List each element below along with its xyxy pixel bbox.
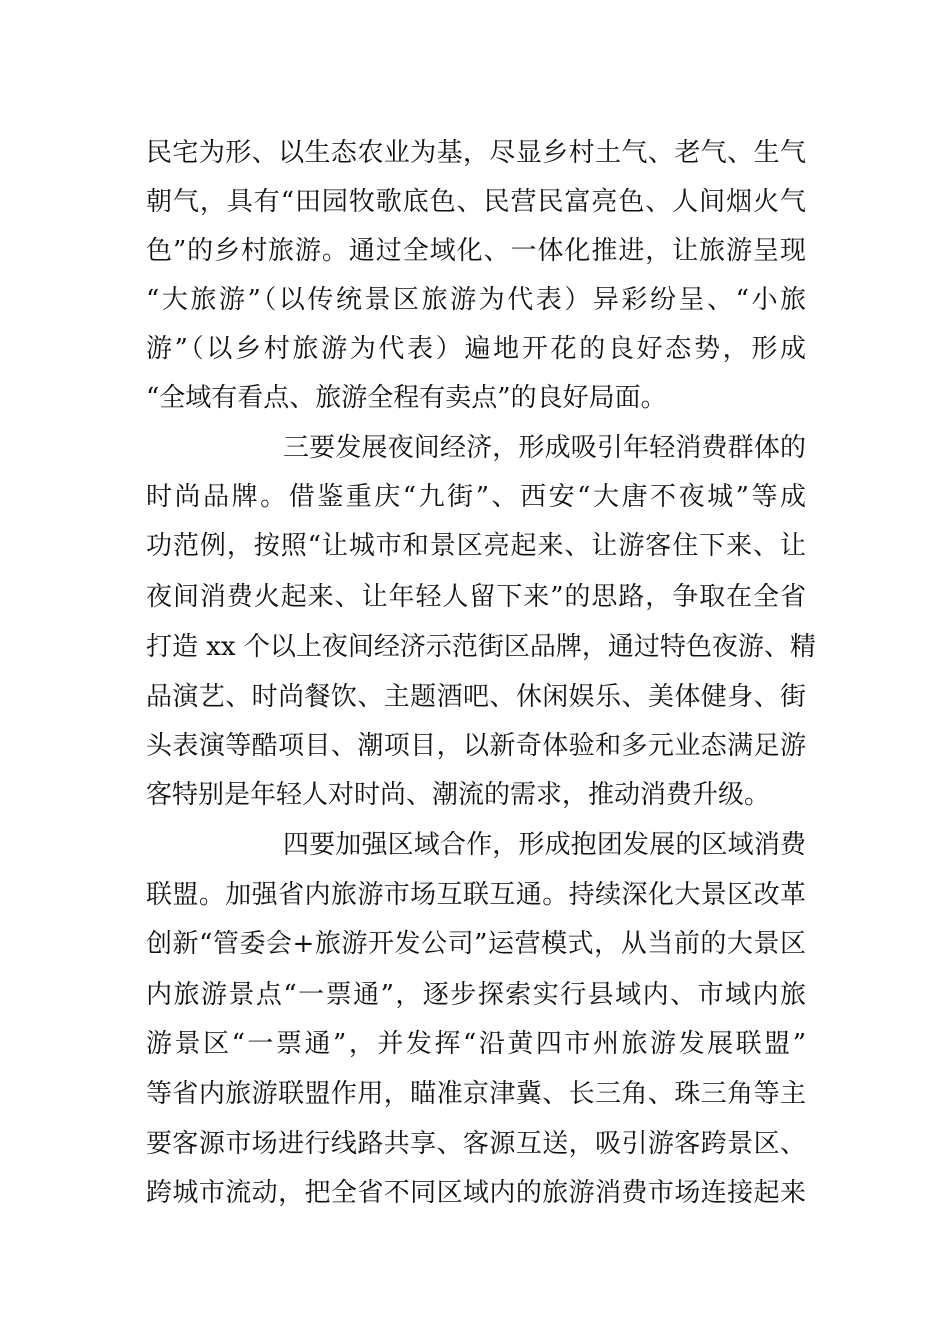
paragraph-heading-line: 四要加强区域合作，形成抱团发展的区域消费 (283, 830, 806, 860)
paragraph-line: 品演艺、时尚餐饮、主题酒吧、休闲娱乐、美体健身、街 (146, 682, 806, 712)
paragraph-line: 朝气，具有“田园牧歌底色、民营民富亮色、人间烟火气 (146, 187, 806, 217)
paragraph-line: 打造 xx 个以上夜间经济示范街区品牌，通过特色夜游、精 (146, 632, 816, 662)
paragraph-line: 头表演等酷项目、潮项目，以新奇体验和多元业态满足游 (146, 731, 806, 761)
paragraph-line: 游景区“一票通”，并发挥“沿黄四市州旅游发展联盟” (146, 1029, 806, 1059)
paragraph-line: 跨城市流动，把全省不同区域内的旅游消费市场连接起来 (146, 1178, 806, 1208)
paragraph-line: 夜间消费火起来、让年轻人留下来”的思路，争取在全省 (146, 582, 806, 612)
paragraph-line: 功范例，按照“让城市和景区亮起来、让游客住下来、让 (146, 531, 806, 561)
paragraph-line: 要客源市场进行线路共享、客源互送，吸引游客跨景区、 (146, 1129, 806, 1159)
paragraph-line: 时尚品牌。借鉴重庆“九街”、西安“大唐不夜城”等成 (146, 482, 806, 512)
paragraph-line: 联盟。加强省内旅游市场互联互通。持续深化大景区改革 (146, 880, 806, 910)
paragraph-line: 色”的乡村旅游。通过全域化、一体化推进，让旅游呈现 (146, 236, 806, 266)
paragraph-line: 等省内旅游联盟作用，瞄准京津冀、长三角、珠三角等主 (146, 1079, 806, 1109)
paragraph-line: “大旅游”（以传统景区旅游为代表）异彩纷呈、“小旅 (146, 285, 806, 315)
paragraph-line: 创新“管委会+旅游开发公司”运营模式，从当前的大景区 (146, 929, 806, 959)
paragraph-line: 游”（以乡村旅游为代表）遍地开花的良好态势，形成 (146, 334, 806, 364)
paragraph-line: “全域有看点、旅游全程有卖点”的良好局面。 (146, 383, 667, 413)
paragraph-line: 民宅为形、以生态农业为基，尽显乡村土气、老气、生气 (146, 138, 806, 168)
paragraph-heading-line: 三要发展夜间经济，形成吸引年轻消费群体的 (283, 433, 806, 463)
paragraph-line: 内旅游景点“一票通”，逐步探索实行县域内、市域内旅 (146, 980, 806, 1010)
paragraph-line: 客特别是年轻人对时尚、潮流的需求，推动消费升级。 (146, 780, 771, 810)
